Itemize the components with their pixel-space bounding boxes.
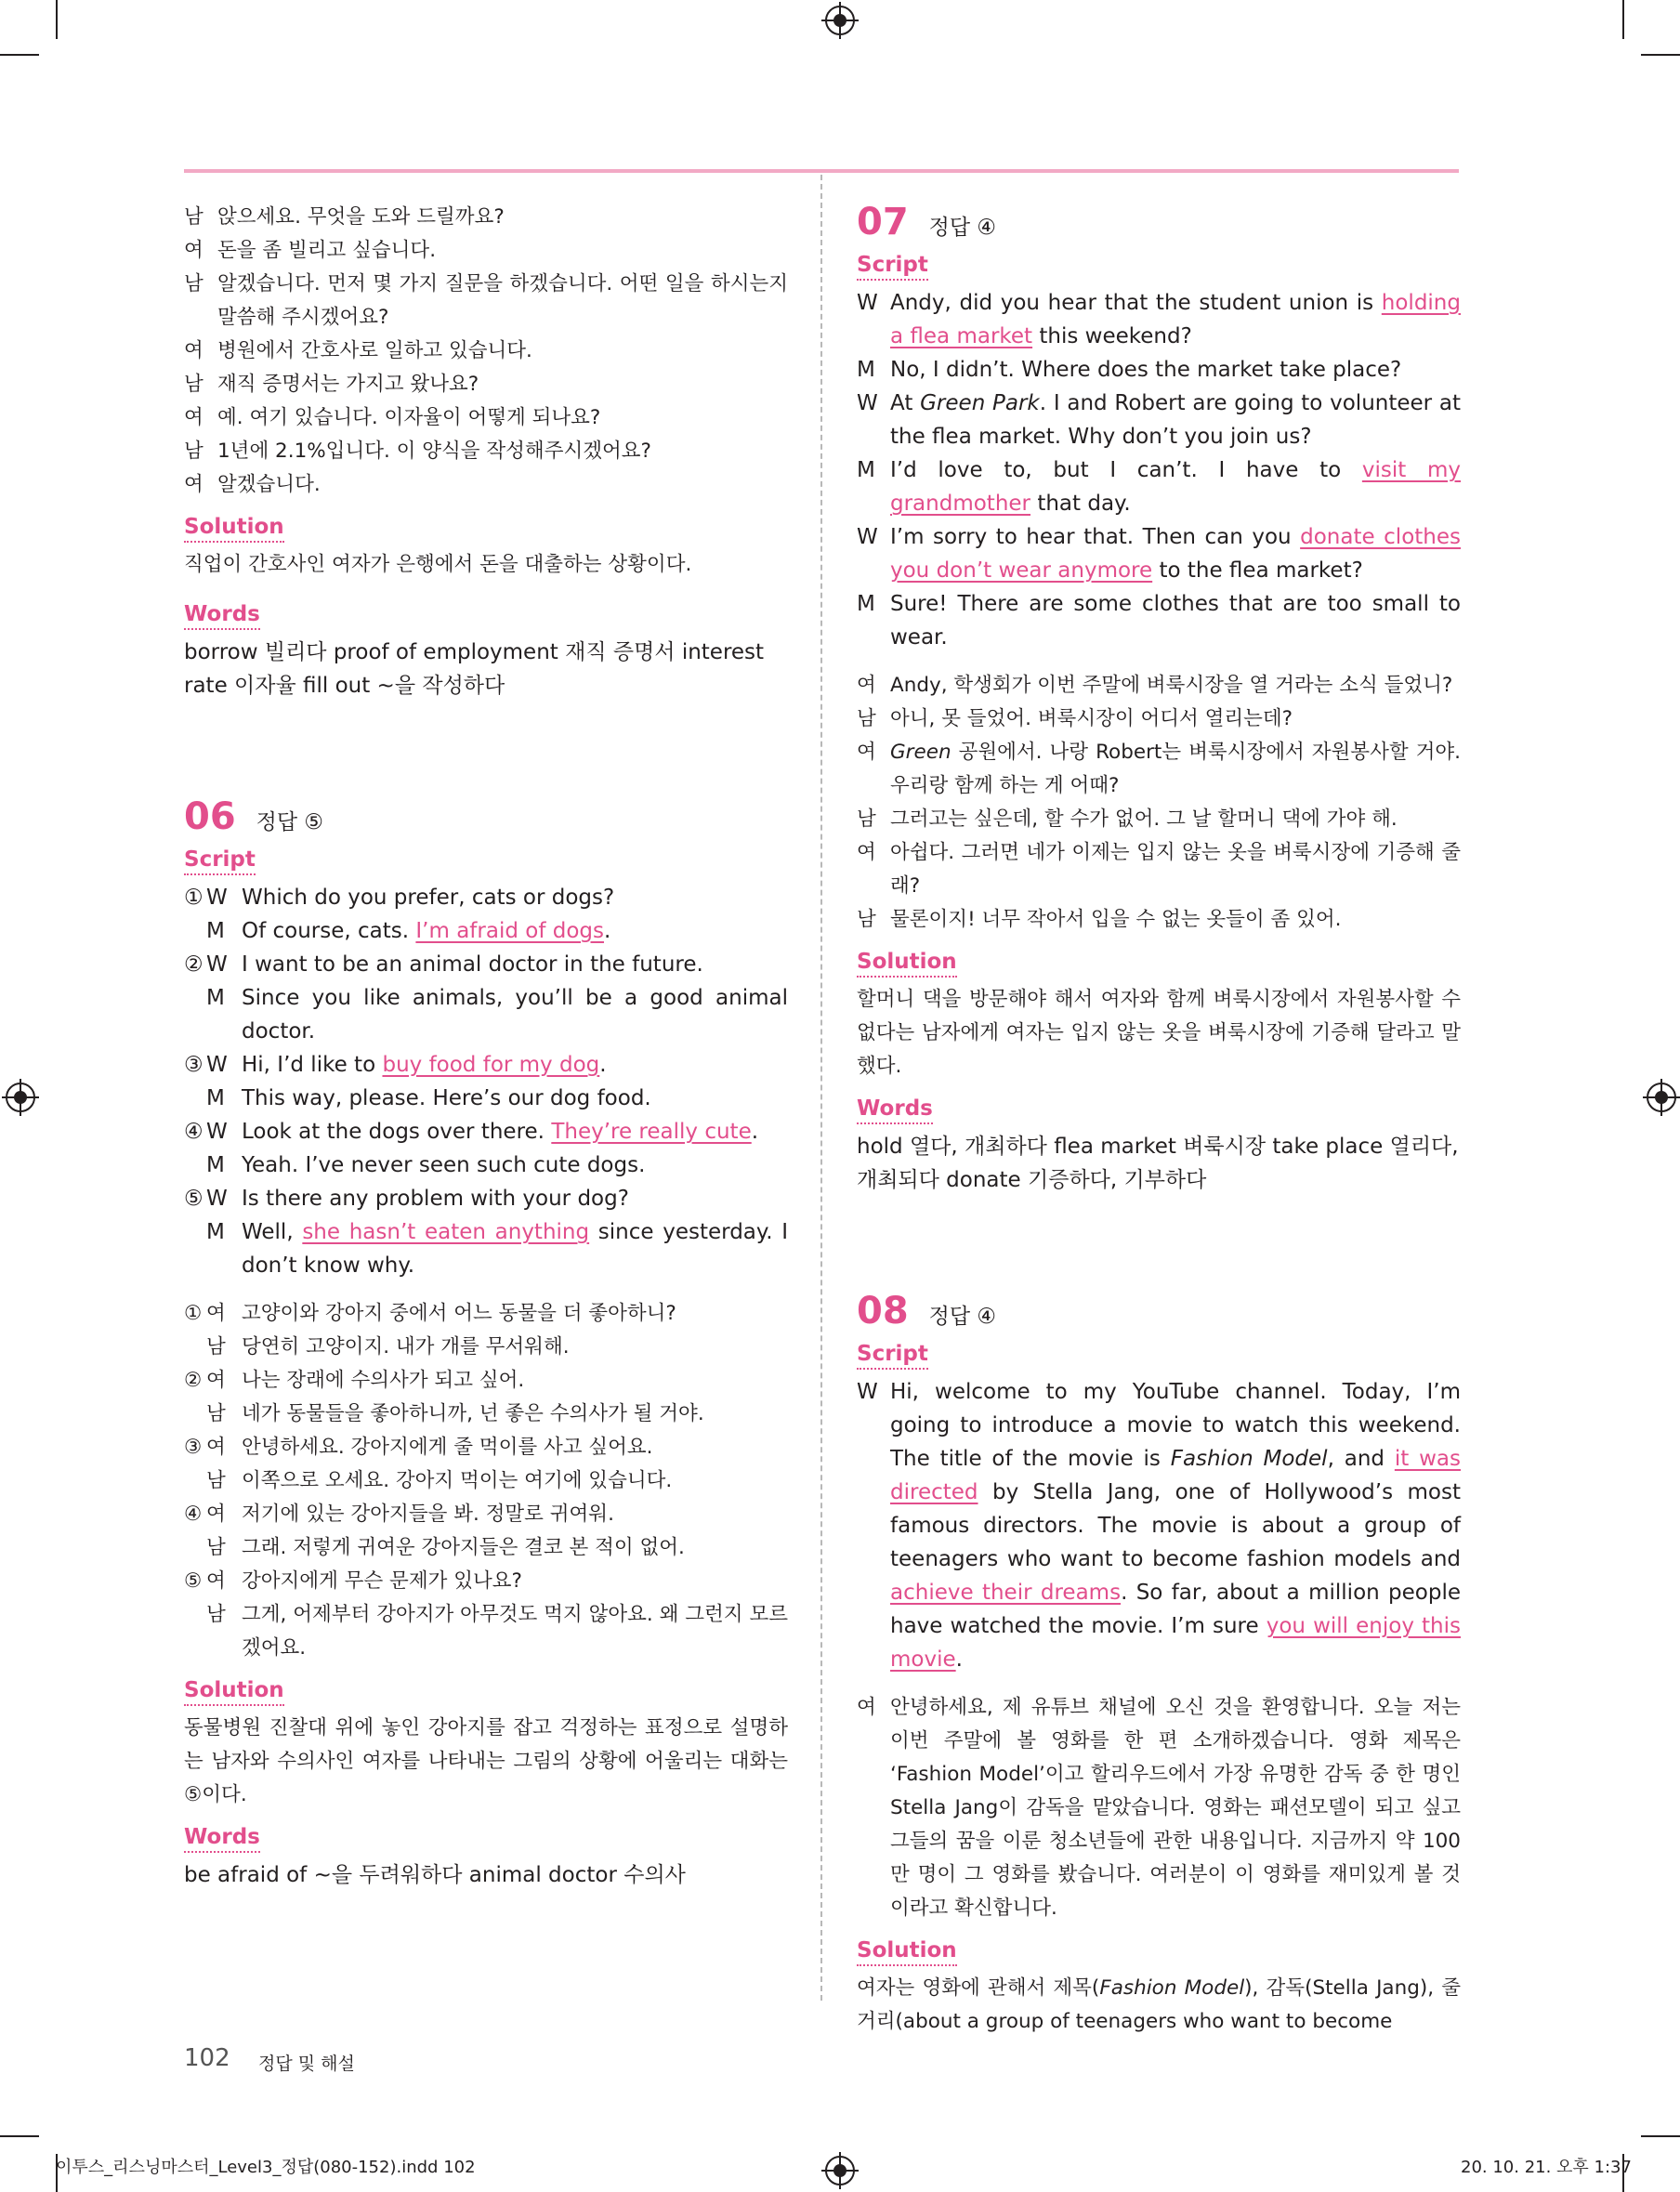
speaker <box>184 1565 242 1598</box>
dialog-text <box>890 836 1461 903</box>
text-run: ), 감독(Stella Jang), 줄거리(about a group of teenagers who want to become <box>857 1976 1462 2033</box>
dialog-text <box>890 453 1461 520</box>
dialog-line <box>857 587 1461 654</box>
choice-number <box>184 1082 206 1115</box>
text-run: This way, please. Here’s our dog food. <box>242 1086 651 1110</box>
choice-number <box>184 1464 206 1498</box>
speaker: 남 <box>857 908 876 931</box>
speaker <box>184 1431 242 1464</box>
text-run: No, I didn’t. Where does the market take place? <box>890 358 1402 382</box>
speaker: M <box>857 358 875 382</box>
solution-label: Solution <box>184 1678 284 1706</box>
translation-text: 저기에 있는 강아지들을 봐. 정말로 귀여워. <box>242 1503 614 1526</box>
solution-text <box>857 1972 1461 2039</box>
speaker-letter: W <box>206 952 228 977</box>
text-run: 물론이지! 너무 작아서 입을 수 없는 옷들이 좀 있어. <box>890 908 1342 931</box>
choice-number: ① <box>184 1302 203 1325</box>
choice-number <box>184 1215 206 1282</box>
script-text <box>242 1215 788 1282</box>
dialog-text <box>890 1691 1461 1925</box>
speaker-letter: 남 <box>206 1469 226 1492</box>
speaker-letter: 여 <box>206 1569 226 1593</box>
speaker: W <box>857 291 878 315</box>
text-run: . <box>955 1647 963 1672</box>
dialog-line <box>857 736 1461 803</box>
translation-line <box>184 1531 788 1565</box>
dialog-line <box>857 702 1461 736</box>
dialog-line <box>184 468 788 502</box>
key-phrase: They’re really cute <box>551 1120 752 1144</box>
text-run: to the flea market? <box>1152 558 1363 583</box>
dialog-text: 재직 증명서는 가지고 왔나요? <box>217 373 479 396</box>
choice-number <box>184 1398 206 1431</box>
dialog-line <box>857 353 1461 387</box>
question-header-07 <box>857 201 1461 243</box>
text-run: . <box>751 1120 759 1144</box>
translation-text: 고양이와 강아지 중에서 어느 동물을 더 좋아하니? <box>242 1302 676 1325</box>
dialog-text <box>890 520 1461 587</box>
dialog-line <box>857 453 1461 520</box>
speaker <box>184 881 242 914</box>
words-label: Words <box>184 1825 260 1853</box>
question-header-08 <box>857 1290 1461 1332</box>
dialog-text: 병원에서 간호사로 일하고 있습니다. <box>217 339 532 362</box>
speaker: 여 <box>184 339 203 362</box>
speaker-letter: 여 <box>206 1369 226 1392</box>
translation-text: 그래. 저렇게 귀여운 강아지들은 결코 본 적이 없어. <box>242 1536 685 1559</box>
speaker-letter: M <box>206 1153 225 1177</box>
text-run: 아쉽다. 그러면 네가 이제는 입지 않는 옷을 벼룩시장에 기증해 줄래? <box>890 841 1461 898</box>
choice-number: ② <box>184 952 203 977</box>
dialog-text <box>890 669 1461 702</box>
script-line <box>184 1115 788 1149</box>
key-phrase: holding a flea market <box>890 291 1461 348</box>
key-phrase: buy food for my dog <box>382 1053 600 1077</box>
question-number: 08 <box>857 1290 909 1332</box>
page-number: 102 <box>184 2044 230 2072</box>
registration-mark-icon <box>825 2156 855 2185</box>
choice-number <box>184 1531 206 1565</box>
text-run: 안녕하세요, 제 유튜브 채널에 오신 것을 환영합니다. 오늘 저는 이번 주말에 볼 영화를 한 편 소개하겠습니다. 영화 제목은 ‘Fashion Model’이고 할리우드에서 가장 유명한 감독 중 한 명인 Stella Jang이 감독을 맡았습니다. 영화는 패션모델이 되고 싶고 그들의 꿈을 이룬 청소년들에 관한 내용입니다. 지금까지 약 100만 명이 그 영화를 봤습니다. 여러분이 이 영화를 재미있게 볼 것이라고 확신합니다. <box>890 1696 1461 1920</box>
dialog-line <box>184 435 788 468</box>
speaker-letter: M <box>206 1086 225 1110</box>
question-number: 06 <box>184 795 236 838</box>
translation-06 <box>184 1297 788 1665</box>
dialog-line <box>857 387 1461 453</box>
script-text <box>242 1115 788 1149</box>
translation-line <box>184 1565 788 1598</box>
speaker: 여 <box>857 841 876 864</box>
header-rule <box>184 169 1459 173</box>
speaker-letter: 여 <box>206 1302 226 1325</box>
speaker-letter: W <box>206 1053 228 1077</box>
text-run: At <box>890 391 921 415</box>
dialog-line <box>857 286 1461 353</box>
script-line <box>184 1215 788 1282</box>
text-run: I’d love to, but I can’t. I have to <box>890 458 1362 482</box>
key-phrase: she hasn’t eaten anything <box>302 1220 590 1244</box>
text-run: . So far, about a million people have watched the movie. I’m sure <box>890 1581 1462 1638</box>
key-phrase: it was directed <box>890 1447 1461 1504</box>
registration-mark-icon <box>1647 1083 1676 1112</box>
choice-number <box>184 1331 206 1364</box>
dialog-text: 예. 여기 있습니다. 이자율이 어떻게 되나요? <box>217 406 601 429</box>
crop-mark <box>0 54 39 56</box>
script-text <box>242 948 788 981</box>
dialog-line <box>857 1691 1461 1925</box>
script-08 <box>857 1375 1461 1676</box>
dialog-text <box>890 803 1461 836</box>
translation-text: 이쪽으로 오세요. 강아지 먹이는 여기에 있습니다. <box>242 1469 673 1492</box>
text-run: 아니, 못 들었어. 벼룩시장이 어디서 열리는데? <box>890 707 1293 730</box>
dialog-text <box>890 387 1461 453</box>
dialog-text <box>890 903 1461 937</box>
script-text <box>242 981 788 1048</box>
crop-mark <box>1622 0 1624 39</box>
speaker <box>184 1398 242 1431</box>
choice-number <box>184 981 206 1048</box>
speaker <box>184 1498 242 1531</box>
speaker-letter: M <box>206 919 225 943</box>
speaker-letter: 남 <box>206 1536 226 1559</box>
speaker: W <box>857 525 878 549</box>
translation-line <box>184 1297 788 1331</box>
words-text: borrow 빌리다 proof of employment 재직 증명서 interest rate 이자율 fill out ~을 작성하다 <box>184 640 765 698</box>
dialog-line <box>184 201 788 234</box>
text-run: this weekend? <box>1032 324 1192 348</box>
translation-line <box>184 1498 788 1531</box>
script-line <box>184 981 788 1048</box>
speaker: M <box>857 458 875 482</box>
speaker <box>184 1082 242 1115</box>
speaker <box>184 1364 242 1398</box>
crop-mark <box>0 2135 39 2137</box>
script-07 <box>857 286 1461 654</box>
script-text <box>242 914 788 948</box>
solution-label: Solution <box>184 515 284 543</box>
column-divider <box>820 175 822 2001</box>
translation-line <box>184 1464 788 1498</box>
speaker <box>184 1115 242 1149</box>
solution-text: 할머니 댁을 방문해야 해서 여자와 함께 벼룩시장에서 자원봉사할 수 없다는 남자에게 여자는 입지 않는 옷을 벼룩시장에 기증해 달라고 말했다. <box>857 988 1461 1078</box>
text-run: Hi, welcome to my YouTube channel. Today, I’m going to introduce a movie to watch this weekend. The title of the movie is <box>890 1380 1461 1471</box>
dialog-text: 알겠습니다. 먼저 몇 가지 질문을 하겠습니다. 어떤 일을 하시는지 말씀해 주시겠어요? <box>217 272 788 329</box>
choice-number: ④ <box>184 1120 203 1144</box>
dialog-line <box>857 903 1461 937</box>
translation-07 <box>857 669 1461 937</box>
translation-text: 네가 동물들을 좋아하니까, 넌 좋은 수의사가 될 거야. <box>242 1402 704 1425</box>
choice-number: ③ <box>184 1436 203 1459</box>
crop-mark <box>56 0 58 39</box>
script-06 <box>184 881 788 1282</box>
text-run: that day. <box>1030 492 1131 516</box>
speaker-letter: 여 <box>206 1503 226 1526</box>
translation-text: 그게, 어제부터 강아지가 아무것도 먹지 않아요. 왜 그런지 모르겠어요. <box>242 1603 788 1660</box>
speaker: W <box>857 1380 878 1404</box>
italic-text: Green <box>890 741 952 764</box>
crop-mark <box>1641 54 1680 56</box>
script-line <box>184 1048 788 1082</box>
speaker: 여 <box>857 674 876 697</box>
words-text: be afraid of ~을 두려워하다 animal doctor 수의사 <box>184 1863 686 1887</box>
dialog-text <box>890 286 1461 353</box>
script-label: Script <box>184 847 256 875</box>
dialog-text: 1년에 2.1%입니다. 이 양식을 작성해주시겠어요? <box>217 440 651 463</box>
script-text <box>242 1149 788 1182</box>
dialog-line <box>857 836 1461 903</box>
speaker <box>184 981 242 1048</box>
translation-text: 당연히 고양이지. 내가 개를 무서워해. <box>242 1335 570 1359</box>
text-run: , and <box>1327 1447 1395 1471</box>
dialog-text <box>890 1375 1461 1676</box>
choice-number <box>184 1598 206 1665</box>
dialog-text: 앉으세요. 무엇을 도와 드릴까요? <box>217 205 505 229</box>
key-phrase: you will enjoy this movie <box>890 1614 1461 1672</box>
speaker-letter: 여 <box>206 1436 226 1459</box>
speaker-letter: 남 <box>206 1402 226 1425</box>
speaker <box>184 1531 242 1565</box>
dialog-line <box>184 368 788 401</box>
speaker-letter: M <box>206 1220 225 1244</box>
script-text <box>242 881 788 914</box>
dialog-translation-05 <box>184 201 788 502</box>
speaker: 여 <box>857 1696 876 1719</box>
speaker: 남 <box>184 440 203 463</box>
script-line <box>184 1182 788 1215</box>
text-run: Yeah. I’ve never seen such cute dogs. <box>242 1153 646 1177</box>
speaker: M <box>857 592 875 616</box>
text-run: Of course, cats. <box>242 919 416 943</box>
translation-text: 나는 장래에 수의사가 되고 싶어. <box>242 1369 525 1392</box>
registration-mark-icon <box>825 6 855 35</box>
answer-text: 정답 ④ <box>928 216 997 240</box>
solution-label: Solution <box>857 950 957 978</box>
speaker: 남 <box>857 807 876 831</box>
translation-text: 안녕하세요. 강아지에게 줄 먹이를 사고 싶어요. <box>242 1436 653 1459</box>
script-line <box>184 914 788 948</box>
text-run: . <box>599 1053 607 1077</box>
text-run: 공원에서. 나랑 Robert는 벼룩시장에서 자원봉사할 거야. 우리랑 함께 하는 게 어때? <box>890 741 1461 797</box>
dialog-line <box>857 520 1461 587</box>
text-run: . <box>603 919 611 943</box>
choice-number: ④ <box>184 1503 203 1526</box>
dialog-line <box>857 803 1461 836</box>
words-label: Words <box>184 602 260 630</box>
text-run: 그러고는 싶은데, 할 수가 없어. 그 날 할머니 댁에 가야 해. <box>890 807 1398 831</box>
text-run: Well, <box>242 1220 303 1244</box>
date-slug: 20. 10. 21. 오후 1:37 <box>1461 2158 1632 2177</box>
speaker <box>184 1215 242 1282</box>
solution-text: 동물병원 진찰대 위에 놓인 강아지를 잡고 걱정하는 표정으로 설명하는 남자와 수의사인 여자를 나타내는 그림의 상황에 어울리는 대화는 ⑤이다. <box>184 1716 788 1806</box>
text-run: Since you like animals, you’ll be a good animal doctor. <box>242 986 788 1043</box>
solution-text: 직업이 간호사인 여자가 은행에서 돈을 대출하는 상황이다. <box>184 553 692 576</box>
crop-mark <box>1641 2135 1680 2137</box>
speaker: W <box>857 391 878 415</box>
speaker-letter: W <box>206 1187 228 1211</box>
script-line <box>184 948 788 981</box>
script-label: Script <box>857 253 928 281</box>
script-text <box>242 1048 788 1082</box>
key-phrase: donate clothes you don’t wear anymore <box>890 525 1461 583</box>
choice-number <box>184 914 206 948</box>
text-run: Andy, did you hear that the student union is <box>890 291 1382 315</box>
choice-number: ③ <box>184 1053 203 1077</box>
translation-line <box>184 1364 788 1398</box>
text-run: Andy, 학생회가 이번 주말에 벼룩시장을 열 거라는 소식 들었니? <box>890 674 1453 697</box>
text-run: I want to be an animal doctor in the future. <box>242 952 703 977</box>
dialog-text <box>890 736 1461 803</box>
answer-text: 정답 ⑤ <box>256 810 324 834</box>
text-run: . I and Robert are going to volunteer at the flea market. Why don’t you join us? <box>890 391 1461 449</box>
script-line <box>184 1149 788 1182</box>
dialog-line <box>184 268 788 335</box>
dialog-text: 돈을 좀 빌리고 싶습니다. <box>217 239 437 262</box>
text-run: 여자는 영화에 관해서 제목( <box>857 1976 1100 2000</box>
words-text: hold 열다, 개최하다 flea market 벼룩시장 take place 열리다, 개최되다 donate 기증하다, 기부하다 <box>857 1135 1459 1192</box>
question-header-06 <box>184 795 788 838</box>
speaker <box>184 948 242 981</box>
italic-text: Fashion Model <box>1170 1447 1328 1471</box>
solution-label: Solution <box>857 1938 957 1966</box>
file-slug: 이투스_리스닝마스터_Level3_정답(080-152).indd 102 <box>56 2158 476 2177</box>
words-label: Words <box>857 1096 933 1124</box>
right-column <box>857 201 1461 2039</box>
speaker: 남 <box>184 205 203 229</box>
text-run: Sure! There are some clothes that are too small to wear. <box>890 592 1461 650</box>
dialog-line <box>184 234 788 268</box>
left-column <box>184 201 788 1892</box>
translation-08 <box>857 1691 1461 1925</box>
key-phrase: achieve their dreams <box>890 1581 1122 1605</box>
section-title: 정답 및 해설 <box>258 2054 355 2074</box>
speaker: 여 <box>857 741 876 764</box>
answer-text: 정답 ④ <box>928 1305 997 1329</box>
key-phrase: I’m afraid of dogs <box>415 919 604 943</box>
choice-number: ⑤ <box>184 1187 203 1211</box>
speaker <box>184 1598 242 1665</box>
question-number: 07 <box>857 201 909 243</box>
speaker <box>184 1048 242 1082</box>
speaker-letter: 남 <box>206 1603 226 1626</box>
speaker: 남 <box>184 373 203 396</box>
speaker <box>184 1464 242 1498</box>
choice-number <box>184 1149 206 1182</box>
translation-line <box>184 1398 788 1431</box>
dialog-line <box>184 401 788 435</box>
script-line <box>184 881 788 914</box>
translation-text: 강아지에게 무슨 문제가 있나요? <box>242 1569 522 1593</box>
text-run: Hi, I’d like to <box>242 1053 383 1077</box>
dialog-line <box>184 335 788 368</box>
script-label: Script <box>857 1342 928 1370</box>
speaker-letter: W <box>206 886 228 910</box>
speaker: 남 <box>184 272 203 295</box>
translation-line <box>184 1431 788 1464</box>
speaker: 여 <box>184 239 203 262</box>
text-run: Look at the dogs over there. <box>242 1120 552 1144</box>
dialog-text <box>890 702 1461 736</box>
translation-line <box>184 1331 788 1364</box>
speaker <box>184 1149 242 1182</box>
script-text <box>242 1182 788 1215</box>
script-line <box>184 1082 788 1115</box>
speaker <box>184 1297 242 1331</box>
choice-number: ② <box>184 1369 203 1392</box>
dialog-text <box>890 587 1461 654</box>
speaker: 남 <box>857 707 876 730</box>
dialog-text: 알겠습니다. <box>217 473 321 496</box>
translation-line <box>184 1598 788 1665</box>
speaker-letter: 남 <box>206 1335 226 1359</box>
speaker: 여 <box>184 406 203 429</box>
italic-text: Green Park <box>920 391 1040 415</box>
speaker: 여 <box>184 473 203 496</box>
registration-mark-icon <box>6 1083 35 1112</box>
dialog-line <box>857 1375 1461 1676</box>
speaker <box>184 914 242 948</box>
text-run: Is there any problem with your dog? <box>242 1187 629 1211</box>
text-run: I’m sorry to hear that. Then can you <box>890 525 1301 549</box>
choice-number: ⑤ <box>184 1569 203 1593</box>
script-text <box>242 1082 788 1115</box>
speaker-letter: M <box>206 986 225 1010</box>
speaker <box>184 1331 242 1364</box>
dialog-text <box>890 353 1461 387</box>
text-run: Which do you prefer, cats or dogs? <box>242 886 615 910</box>
text-run: since yesterday. I don’t know why. <box>242 1220 789 1278</box>
dialog-line <box>857 669 1461 702</box>
speaker <box>184 1182 242 1215</box>
italic-text: Fashion Model <box>1099 1976 1245 2000</box>
text-run: by Stella Jang, one of Hollywood’s most famous directors. The movie is about a group of teenagers who want to become fashion models and <box>890 1480 1461 1571</box>
speaker-letter: W <box>206 1120 228 1144</box>
choice-number: ① <box>184 886 203 910</box>
key-phrase: visit my grandmother <box>890 458 1461 516</box>
